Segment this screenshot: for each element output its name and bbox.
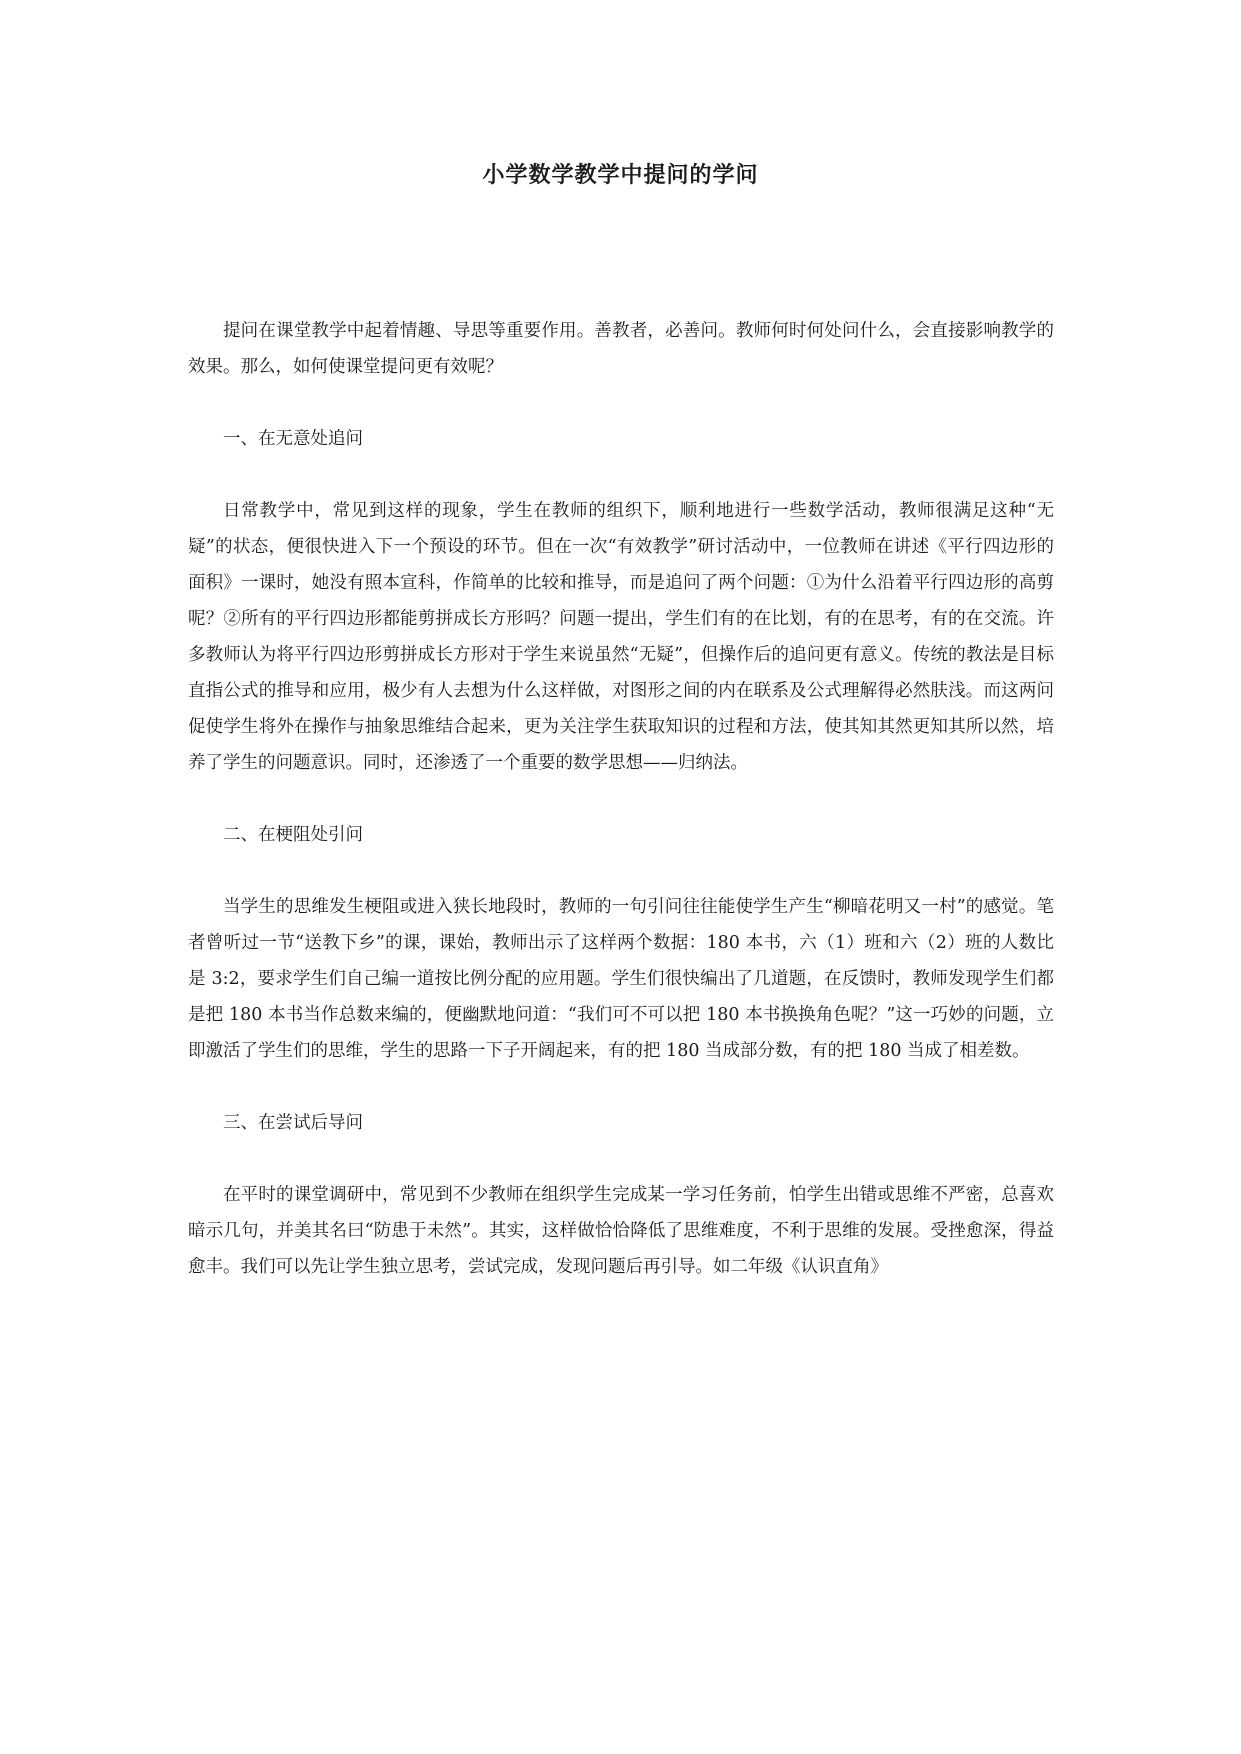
intro-paragraph: 提问在课堂教学中起着情趣、导思等重要作用。善教者，必善问。教师何时何处问什么，会直接影响教学的效果。那么，如何使课堂提问更有效呢？ [188,321,1054,377]
section-1-paragraph: 日常教学中，常见到这样的现象，学生在教师的组织下，顺利地进行一些数学活动，教师很满足这种“无疑”的状态，便很快进入下一个预设的环节。但在一次“有效教学”研讨活动中，一位教师在讲述《平行四边形的面积》一课时，她没有照本宣科，作简单的比较和推导，而是追问了两个问题：①为什么沿着平行四边形的高剪呢？②所有的平行四边形都能剪拼成长方形吗？问题一提出，学生们有的在比划，有的在思考，有的在交流。许多教师认为将平行四边形剪拼成长方形对于学生来说虽然“无疑”，但操作后的追问更有意义。传统的教法是目标直指公式的推导和应用，极少有人去想为什么这样做，对图形之间的内在联系及公式理解得必然肤浅。而这两问促使学生将外在操作与抽象思维结合起来，更为关注学生获取知识的过程和方法，使其知其然更知其所以然，培养了学生的问题意识。同时，还渗透了一个重要的数学思想——归纳法。 [188,501,1054,773]
section-heading-3: 三、在尝试后导问 [223,1113,363,1133]
document-body [188,313,1054,1321]
section-2-paragraph: 当学生的思维发生梗阻或进入狭长地段时，教师的一句引问往往能使学生产生“柳暗花明又一村”的感觉。笔者曾听过一节“送教下乡”的课，课始，教师出示了这样两个数据：180 本书，六（1）班和六（2）班的人数比是 3:2，要求学生们自己编一道按比例分配的应用题。学生们很快编出了几道题，在反馈时，教师发现学生们都是把 180 本书当作总数来编的，便幽默地问道：“我们可不可以把 180 本书换换角色呢？”这一巧妙的问题，立即激活了学生们的思维，学生的思路一下子开阔起来，有的把 180 当成部分数，有的把 180 当成了相差数。 [188,897,1054,1061]
section-3-paragraph: 在平时的课堂调研中，常见到不少教师在组织学生完成某一学习任务前，怕学生出错或思维不严密，总喜欢暗示几句，并美其名曰“防患于未然”。其实，这样做恰恰降低了思维难度，不利于思维的发展。受挫愈深，得益愈丰。我们可以先让学生独立思考，尝试完成，发现问题后再引导。如二年级《认识直角》 [188,1185,1054,1277]
section-heading-1: 一、在无意处追问 [223,429,363,449]
section-heading-2: 二、在梗阻处引问 [223,825,363,845]
document-title: 小学数学教学中提问的学问 [482,162,759,188]
